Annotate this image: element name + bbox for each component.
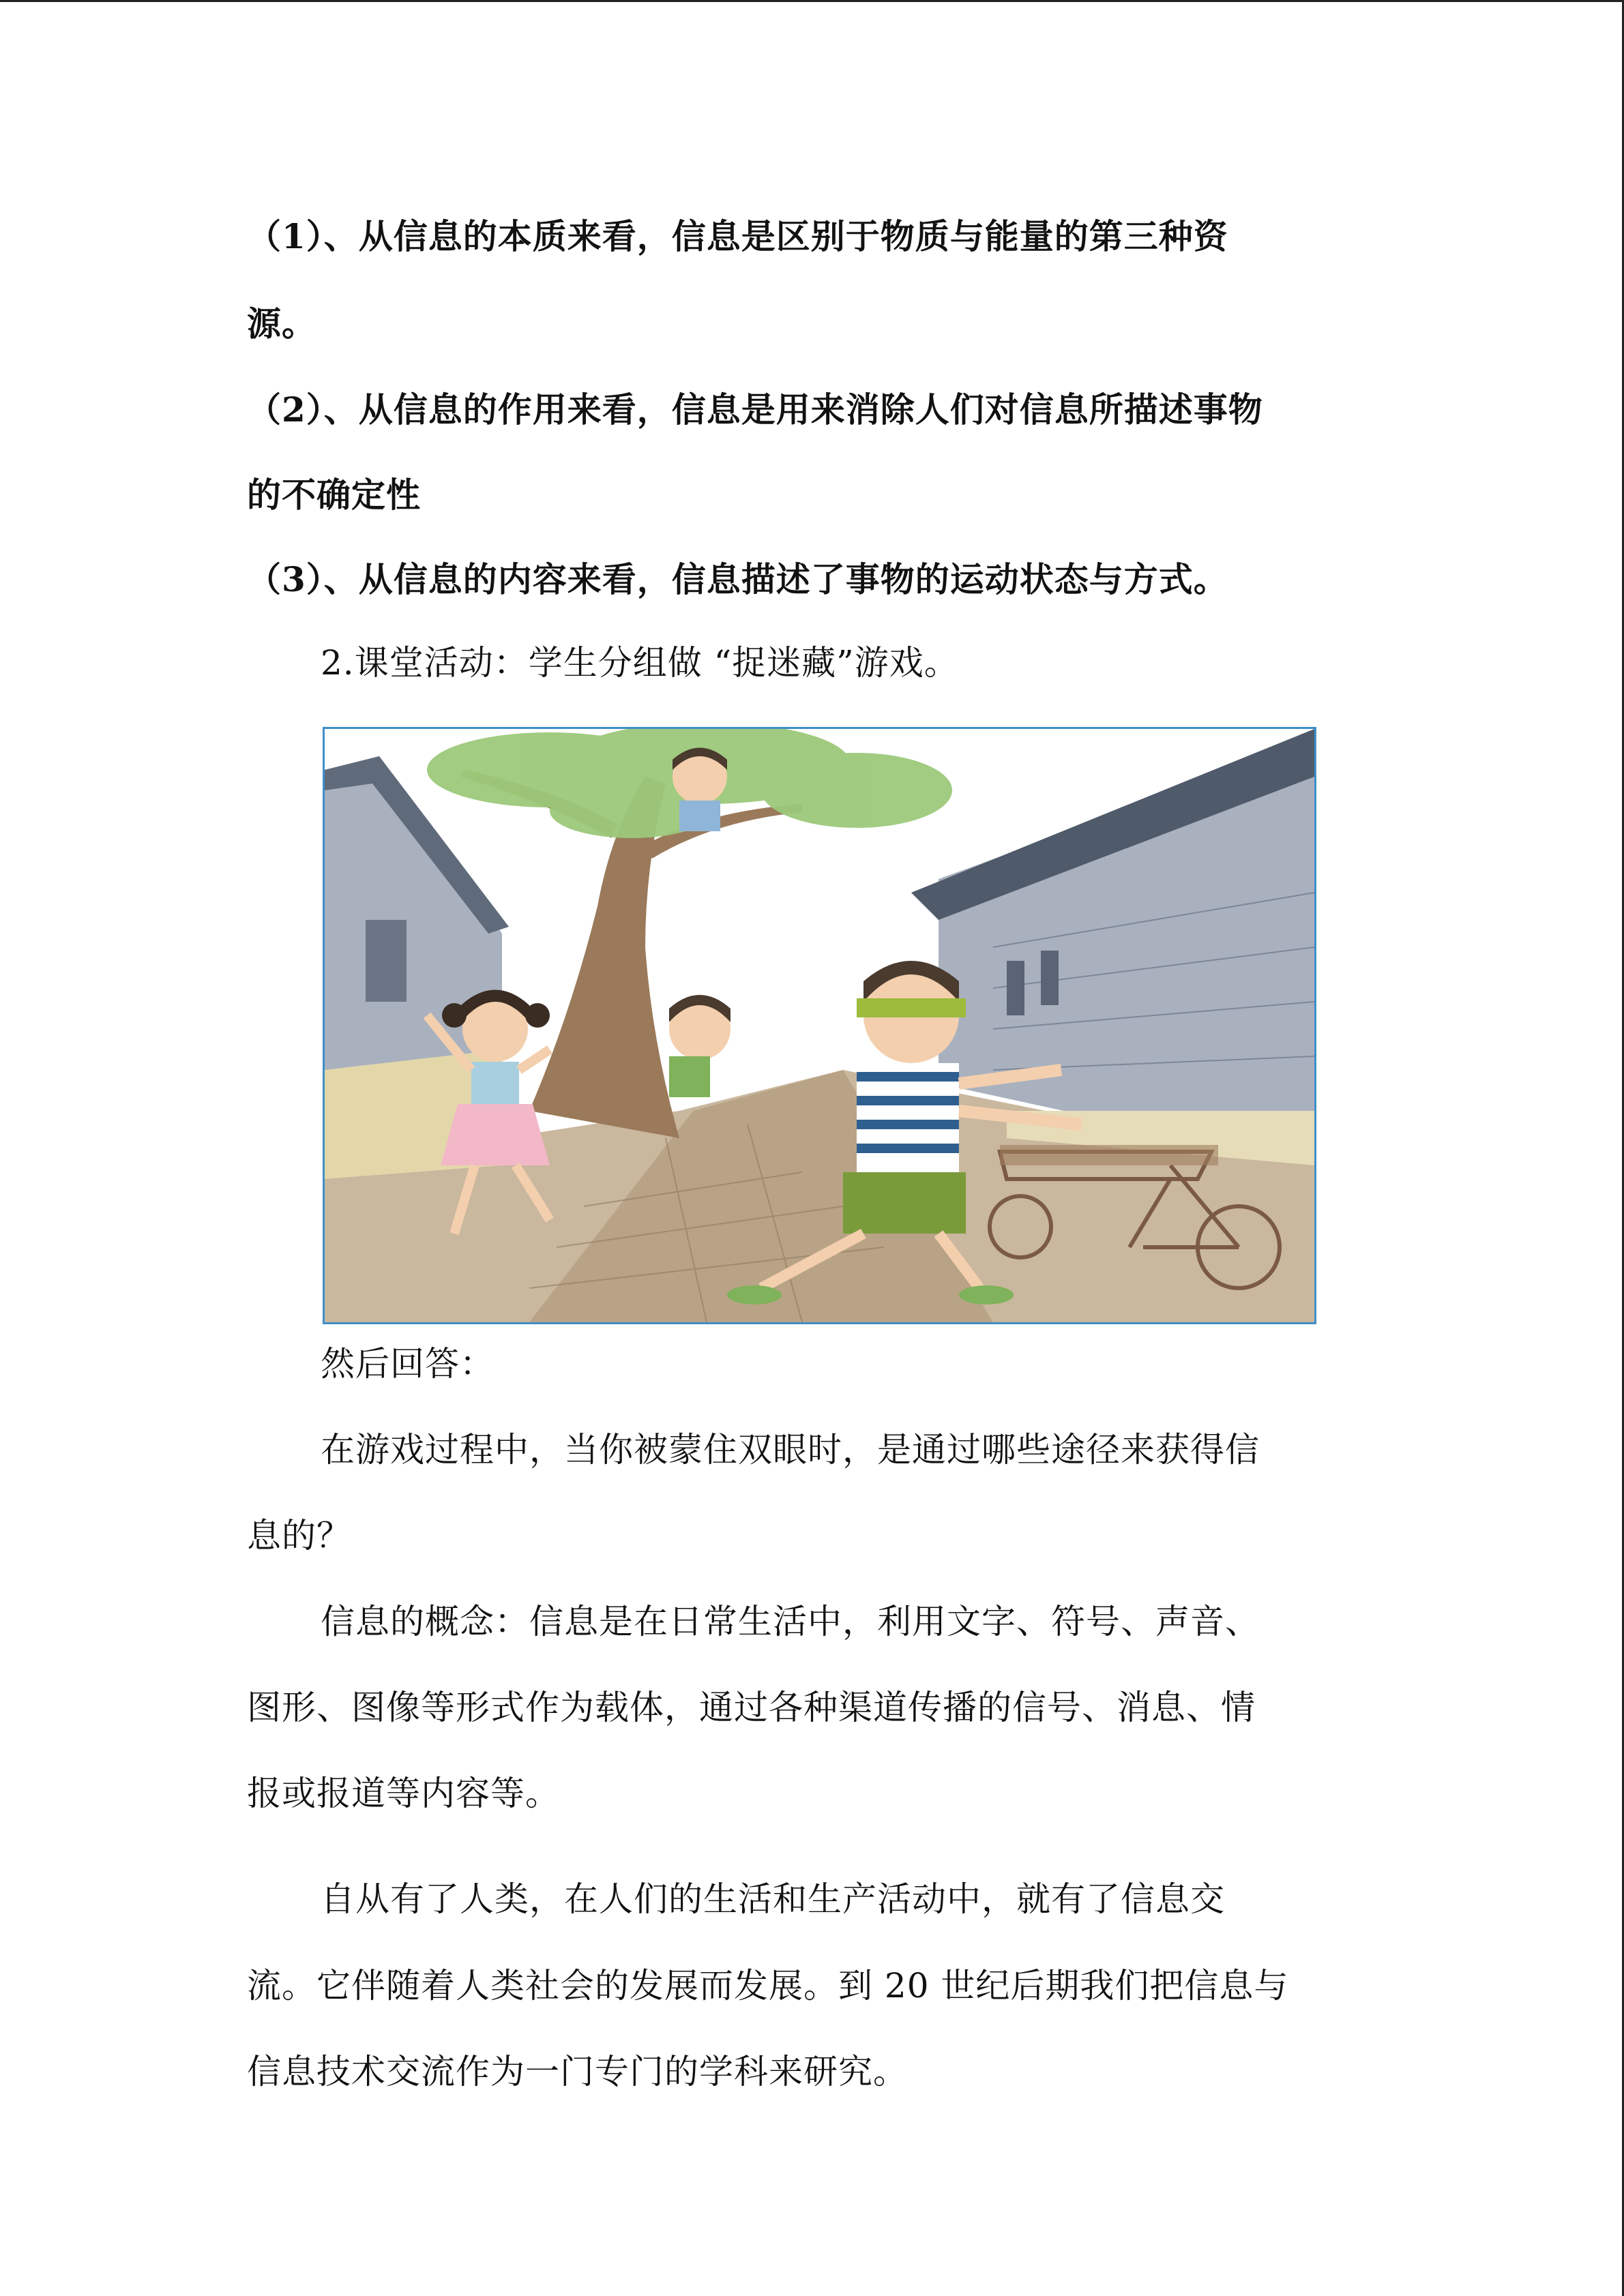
concept-line-3: 报或报道等内容等。 [247, 1774, 560, 1813]
point-1-line-2: 源。 [247, 303, 316, 344]
question-line-2: 息的？ [247, 1516, 351, 1555]
concept-line-1: 信息的概念：信息是在日常生活中，利用文字、符号、声音、 [321, 1602, 1260, 1641]
history-line-3: 信息技术交流作为一门专门的学科来研究。 [247, 2052, 908, 2091]
hide-and-seek-illustration [323, 727, 1316, 1324]
question-line-1: 在游戏过程中，当你被蒙住双眼时，是通过哪些途径来获得信 [321, 1430, 1260, 1470]
history-line-1: 自从有了人类，在人们的生活和生产活动中，就有了信息交 [321, 1879, 1225, 1919]
point-2-line-2: 的不确定性 [247, 475, 421, 515]
page-top-border [0, 0, 1624, 2]
then-answer-text: 然后回答： [321, 1344, 494, 1384]
point-3-line: （3）、从信息的内容来看，信息描述了事物的运动状态与方式。 [247, 559, 1228, 599]
concept-line-2: 图形、图像等形式作为载体，通过各种渠道传播的信号、消息、情 [247, 1688, 1256, 1727]
point-1-line-1: （1）、从信息的本质来看，信息是区别于物质与能量的第三种资 [247, 216, 1228, 256]
history-line-2: 流。它伴随着人类社会的发展而发展。到 20 世纪后期我们把信息与 [247, 1966, 1289, 2006]
illustration-drawing [325, 729, 1314, 1322]
activity-heading: 2.课堂活动：学生分组做 “捉迷藏”游戏。 [321, 643, 959, 683]
point-2-line-1: （2）、从信息的作用来看，信息是用来消除人们对信息所描述事物 [247, 389, 1263, 430]
